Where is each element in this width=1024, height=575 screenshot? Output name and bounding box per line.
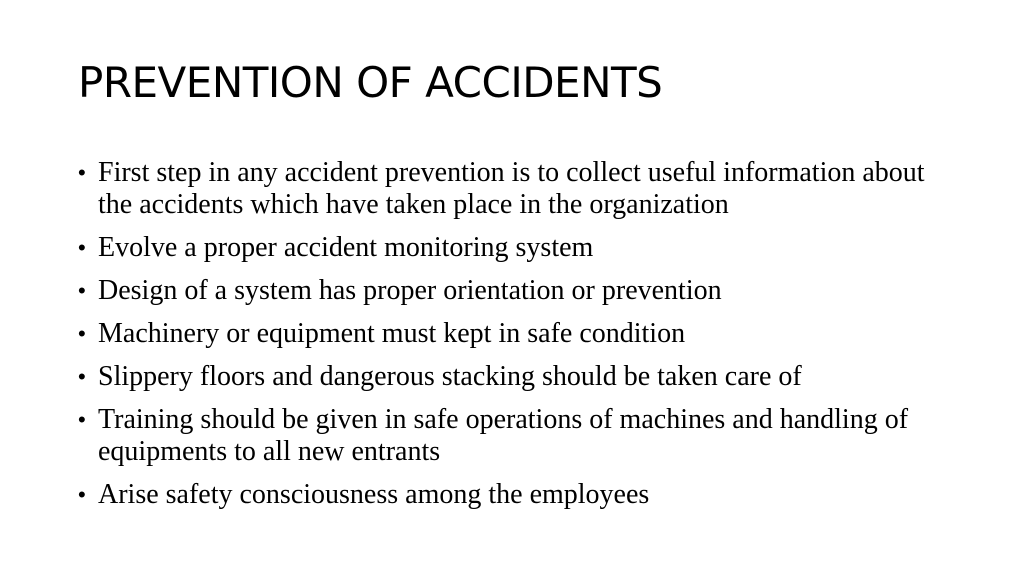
bullet-item (78, 318, 958, 350)
bullet-dot-icon: • (78, 321, 86, 346)
bullet-text: Design of a system has proper orientation or prevention (98, 275, 722, 306)
bullet-text: Training should be given in safe operations of machines and handling of equipments to all new entrants (98, 404, 909, 467)
bullet-text: Evolve a proper accident monitoring system (98, 232, 594, 263)
bullet-item (78, 157, 958, 221)
bullet-dot-icon: • (78, 160, 86, 185)
bullet-text: Machinery or equipment must kept in safe condition (98, 318, 686, 349)
bullet-dot-icon: • (78, 407, 86, 432)
bullet-list (78, 157, 958, 522)
bullet-item (78, 479, 958, 511)
bullet-item (78, 232, 958, 264)
bullet-text: Arise safety consciousness among the employees (98, 479, 650, 510)
bullet-text: Slippery floors and dangerous stacking should be taken care of (98, 361, 802, 392)
bullet-dot-icon: • (78, 364, 86, 389)
bullet-item (78, 404, 958, 468)
bullet-item (78, 275, 958, 307)
slide-title: PREVENTION OF ACCIDENTS (78, 58, 663, 107)
bullet-text: First step in any accident prevention is to collect useful information about the accidents which have taken place in the organization (98, 157, 925, 220)
bullet-dot-icon: • (78, 278, 86, 303)
bullet-dot-icon: • (78, 235, 86, 260)
bullet-dot-icon: • (78, 482, 86, 507)
bullet-item (78, 361, 958, 393)
